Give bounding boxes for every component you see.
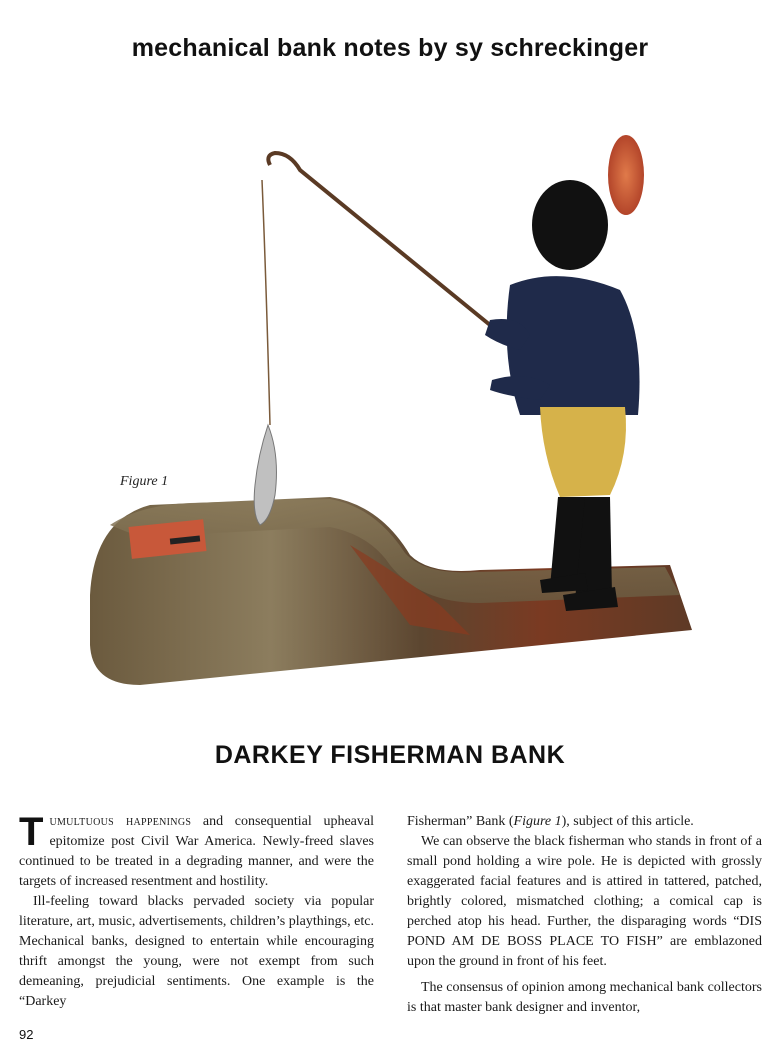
page-number: 92 (19, 1027, 34, 1042)
article-title: DARKEY FISHERMAN BANK (214, 741, 566, 769)
figure-caption: Figure 1 (120, 474, 169, 489)
lead-in: umultuous happenings (49, 814, 192, 829)
bank-photograph (80, 125, 720, 705)
paragraph-2: Ill-feeling toward blacks pervaded society via popular literature, art, music, advertisements, children’s playthings, etc. Mechanical banks, designed to entertain while encouraging thrift amongst the young, were not exempt from such demeaning, prejudicial sentiments. One example is the “Darkey (19, 894, 374, 1009)
text-run: Fisherman” Bank ( (407, 814, 514, 829)
paragraph-1 (19, 812, 374, 892)
text-column-right (407, 812, 762, 1018)
paragraph-2-continued (407, 812, 762, 832)
paragraph-3: We can observe the black fisherman who stands in front of a small pond holding a wire pole. He is depicted with grossly exaggerated facial features and is attired in tattered, patched, brightly colored, mismatched clothing; a comical cap is perched atop his head. Further, the disparaging words “DIS POND AM DE BOSS PLACE TO FISH” are emblazoned upon the ground in front of his feet. (407, 834, 762, 969)
figure-reference: Figure 1 (513, 814, 562, 829)
running-header: mechanical bank notes by sy schreckinger (131, 34, 649, 62)
text-run: ), subject of this article. (561, 814, 694, 829)
drop-cap: T (19, 810, 44, 854)
paragraph-4: The consensus of opinion among mechanical bank collectors is that master bank designer and inventor, (407, 980, 762, 1015)
text-column-left (19, 812, 374, 1012)
paragraph-1-text: and consequential upheaval epitomize post Civil War America. Newly-freed slaves continued to be treated in a degrading manner, and were the targets of increased resentment and hostility. (19, 814, 374, 889)
